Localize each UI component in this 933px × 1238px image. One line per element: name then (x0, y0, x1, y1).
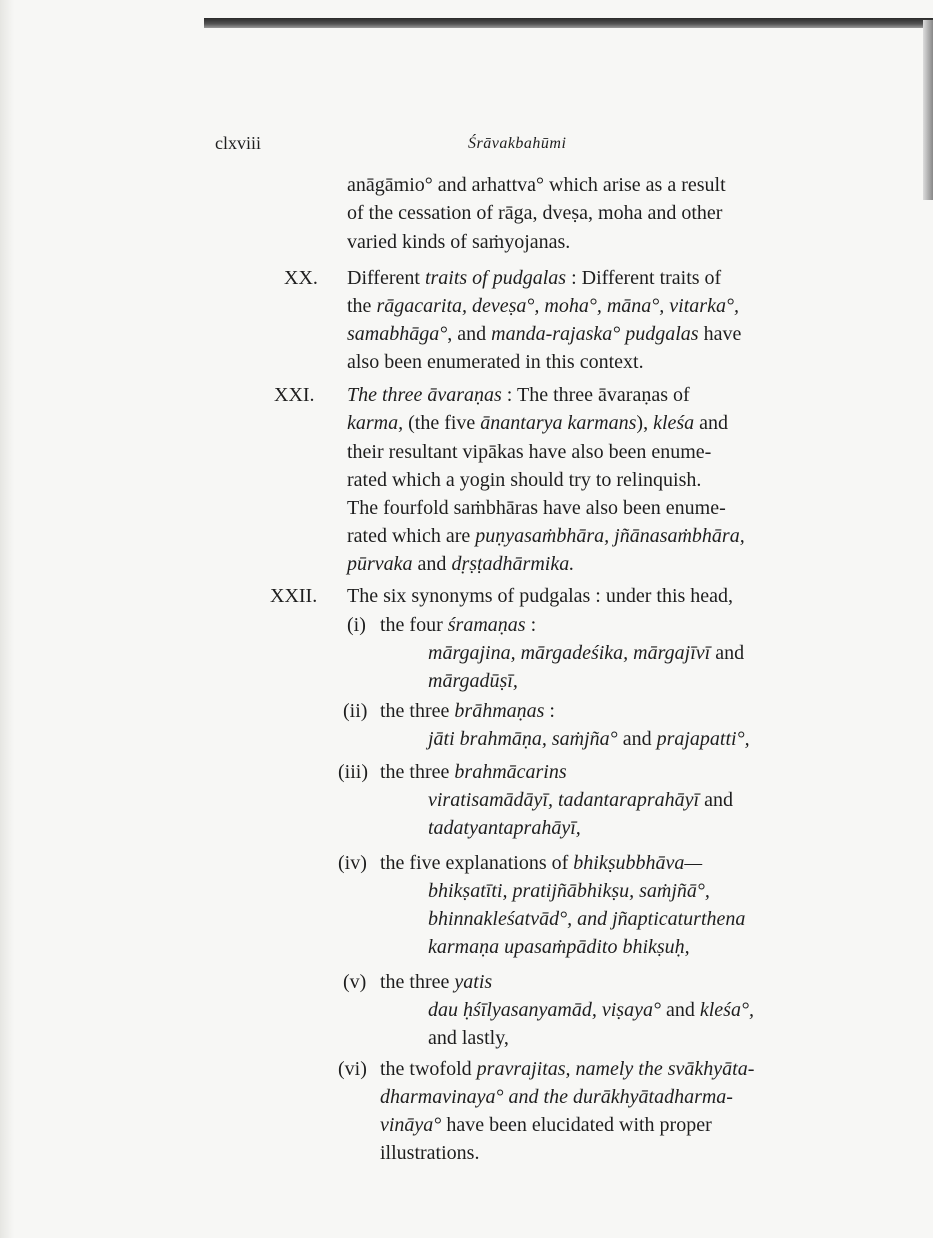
section-xxi-number: XXI. (274, 384, 315, 406)
item-vi-label: (vi) (338, 1058, 367, 1080)
section-xxi-line-3: their resultant vipākas have also been enume- (347, 441, 712, 463)
item-iii-label: (iii) (338, 761, 368, 783)
section-xx-line-2: the rāgacarita, deveṣa°, moha°, māna°, vitarka°, (347, 295, 739, 317)
item-v-label: (v) (343, 971, 367, 993)
item-iii-line-1: viratisamādāyī, tadantaraprahāyī and (428, 789, 733, 811)
running-head: Śrāvakbahūmi (468, 135, 567, 152)
section-xxi-line-4: rated which a yogin should try to relinquish. (347, 469, 702, 491)
section-xx-line-1: Different traits of pudgalas : Different traits of (347, 267, 722, 289)
item-ii-line-1: jāti brahmāṇa, saṁjña° and prajapatti°, (428, 728, 750, 750)
item-iii-heading: the three brahmācarins (380, 761, 567, 783)
item-i-label: (i) (347, 614, 366, 636)
item-iv-line-2: bhinnakleśatvād°, and jñapticaturthena (428, 908, 746, 930)
section-xx-line-3: samabhāga°, and manda-rajaska° pudgalas have (347, 323, 742, 345)
section-xxii-line-1: The six synonyms of pudgalas : under this head, (347, 585, 734, 607)
item-v-line-1: dau ḥśīlyasanyamād, viṣaya° and kleśa°, (428, 999, 754, 1021)
item-iv-label: (iv) (338, 852, 367, 874)
item-v-line-2: and lastly, (428, 1027, 509, 1049)
item-ii-label: (ii) (343, 700, 368, 722)
intro-line-1: anāgāmio° and arhattva° which arise as a result (347, 174, 726, 196)
item-iv-heading: the five explanations of bhikṣubbhāva— (380, 852, 703, 874)
item-i-heading: the four śramaṇas : (380, 614, 537, 636)
item-iii-line-2: tadatyantaprahāyī, (428, 817, 581, 839)
section-xxi-line-5: The fourfold saṁbhāras have also been enume- (347, 497, 726, 519)
section-xxi-line-6: rated which are puṇyasaṁbhāra, jñānasaṁbhāra, (347, 525, 745, 547)
item-vi-line-2: vināya° have been elucidated with proper (380, 1114, 712, 1136)
section-xx-number: XX. (284, 267, 318, 289)
section-xxii-number: XXII. (270, 585, 318, 607)
section-xxi-line-1: The three āvaraṇas : The three āvaraṇas of (347, 384, 690, 406)
page-left-edge (0, 0, 14, 1238)
item-i-line-1: mārgajina, mārgadeśika, mārgajīvī and (428, 642, 745, 664)
item-vi-heading: the twofold pravrajitas, namely the svākhyāta- (380, 1058, 755, 1080)
section-xx-line-4: also been enumerated in this context. (347, 351, 644, 373)
section-xxi-line-2: karma, (the five ānantarya karmans), kleśa and (347, 412, 729, 434)
scan-top-bar (204, 18, 933, 28)
item-i-line-2: mārgadūṣī, (428, 670, 518, 692)
intro-line-3: varied kinds of saṁyojanas. (347, 231, 571, 253)
item-v-heading: the three yatis (380, 971, 493, 993)
item-vi-line-3: illustrations. (380, 1142, 480, 1164)
scan-right-shadow (923, 20, 933, 200)
item-iv-line-3: karmaṇa upasaṁpādito bhikṣuḥ, (428, 936, 690, 958)
item-ii-heading: the three brāhmaṇas : (380, 700, 555, 722)
intro-line-2: of the cessation of rāga, dveṣa, moha and other (347, 202, 723, 224)
item-iv-line-1: bhikṣatīti, pratijñābhikṣu, saṁjñā°, (428, 880, 710, 902)
page-number: clxviii (215, 133, 261, 153)
section-xxi-line-7: pūrvaka and dṛṣṭadhārmika. (347, 553, 575, 575)
item-vi-line-1: dharmavinaya° and the durākhyātadharma- (380, 1086, 733, 1108)
